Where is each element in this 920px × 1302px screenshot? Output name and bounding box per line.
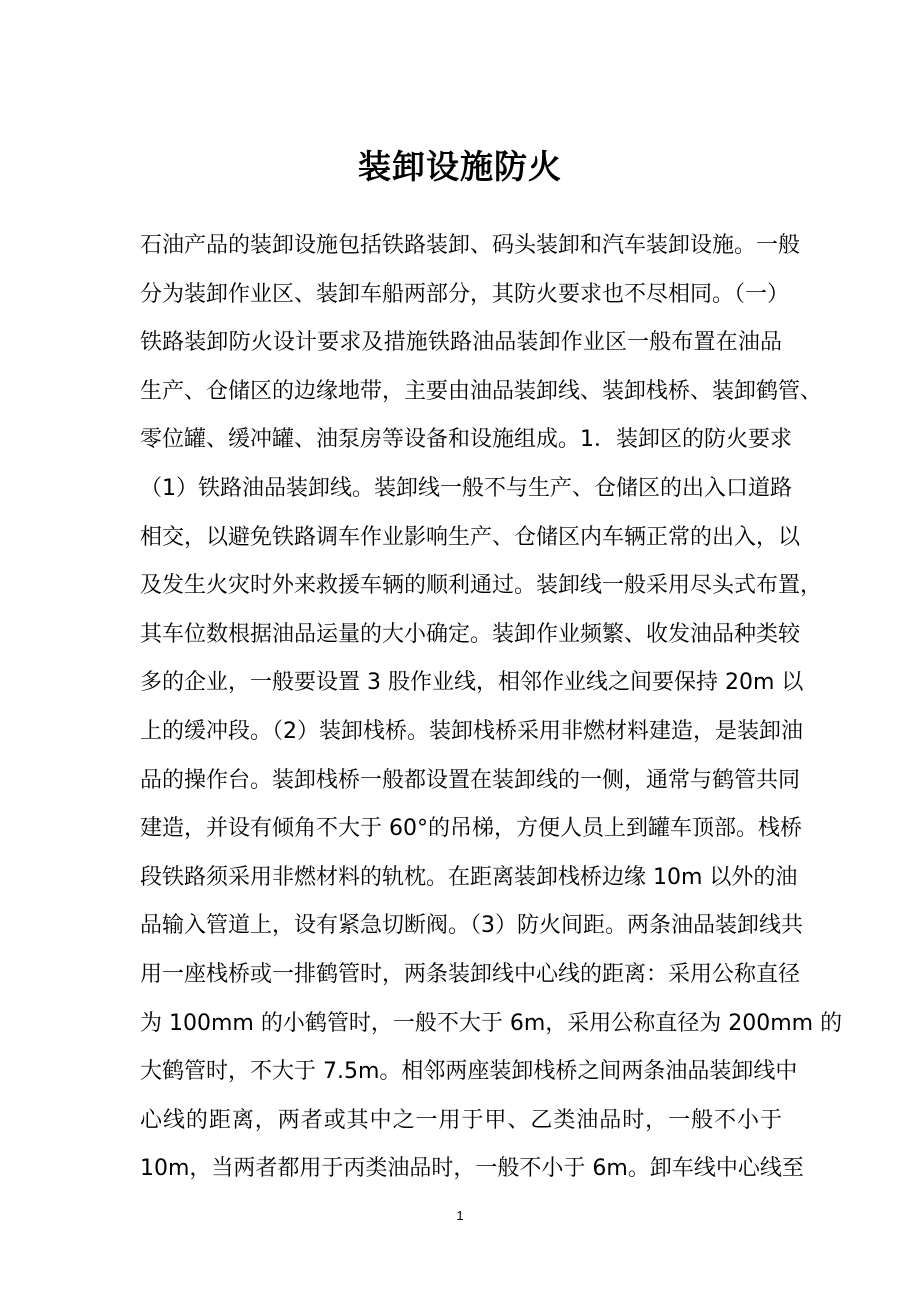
body-line: 为 100mm 的小鹤管时，一般不大于 6m，采用公称直径为 200mm 的 xyxy=(140,1010,843,1036)
body-line: 品的操作台。装卸栈桥一般都设置在装卸线的一侧，通常与鹤管共同 xyxy=(140,767,801,793)
body-line: 及发生火灾时外来救援车辆的顺利通过。装卸线一般采用尽头式布置， xyxy=(140,573,823,599)
body-line: 生产、仓储区的边缘地带，主要由油品装卸线、装卸栈桥、装卸鹤管、 xyxy=(140,378,823,404)
body-line: 品输入管道上，设有紧急切断阀。（3）防火间距。两条油品装卸线共 xyxy=(140,913,803,939)
body-line: 建造，并设有倾角不大于 60°的吊梯，方便人员上到罐车顶部。栈桥 xyxy=(140,816,802,842)
body-line: 上的缓冲段。（2）装卸栈桥。装卸栈桥采用非燃材料建造，是装卸油 xyxy=(140,718,803,744)
document-body xyxy=(140,222,843,1194)
body-line: （1）铁路油品装卸线。装卸线一般不与生产、仓储区的出入口道路 xyxy=(140,475,792,501)
body-line: 石油产品的装卸设施包括铁路装卸、码头装卸和汽车装卸设施。一般 xyxy=(140,233,801,258)
body-line: 分为装卸作业区、装卸车船两部分，其防火要求也不尽相同。（一） xyxy=(140,281,790,307)
body-line: 用一座栈桥或一排鹤管时，两条装卸线中心线的距离：采用公称直径 xyxy=(140,961,801,987)
body-line: 心线的距离，两者或其中之一用于甲、乙类油品时，一般不小于 xyxy=(140,1107,782,1133)
body-line: 多的企业，一般要设置 3 股作业线，相邻作业线之间要保持 20m 以 xyxy=(140,670,804,696)
body-line: 大鹤管时，不大于 7.5m。相邻两座装卸栈桥之间两条油品装卸线中 xyxy=(140,1059,798,1085)
body-line: 零位罐、缓冲罐、油泵房等设备和设施组成。1．装卸区的防火要求 xyxy=(140,427,792,453)
body-line: 相交，以避免铁路调车作业影响生产、仓储区内车辆正常的出入，以 xyxy=(140,524,801,550)
page-number: 1 xyxy=(456,1208,464,1223)
document-title: 装卸设施防火 xyxy=(358,147,562,186)
body-line: 其车位数根据油品运量的大小确定。装卸作业频繁、收发油品种类较 xyxy=(140,621,801,647)
body-line: 10m，当两者都用于丙类油品时，一般不小于 6m。卸车线中心线至 xyxy=(140,1156,804,1182)
body-line: 铁路装卸防火设计要求及措施铁路油品装卸作业区一般布置在油品 xyxy=(140,330,782,356)
body-line: 段铁路须采用非燃材料的轨枕。在距离装卸栈桥边缘 10m 以外的油 xyxy=(140,864,798,890)
